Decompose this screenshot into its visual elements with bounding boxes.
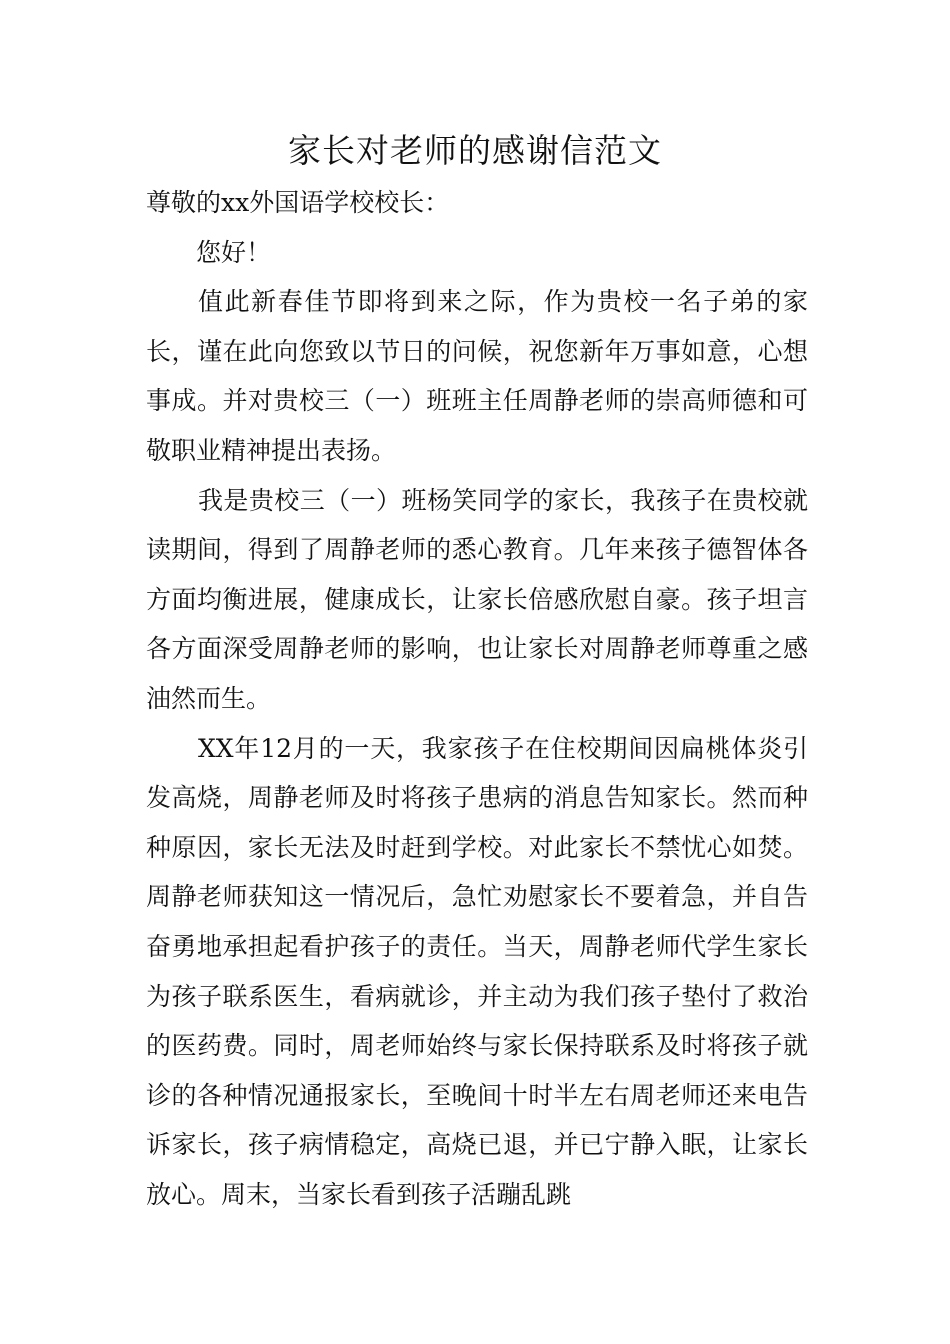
- letter-body: [146, 178, 808, 1219]
- paragraph-3: XX年12月的一天，我家孩子在住校期间因扁桃体炎引发高烧，周静老师及时将孩子患病的消息告知家长。然而种种原因，家长无法及时赶到学校。对此家长不禁忧心如焚。周静老师获知这一情况后，急忙劝慰家长不要着急，并自告奋勇地承担起看护孩子的责任。当天，周静老师代学生家长为孩子联系医生，看病就诊，并主动为我们孩子垫付了救治的医药费。同时，周老师始终与家长保持联系及时将孩子就诊的各种情况通报家长，至晚间十时半左右周老师还来电告诉家长，孩子病情稳定，高烧已退，并已宁静入眠，让家长放心。周末，当家长看到孩子活蹦乱跳: [146, 733, 808, 1209]
- letter-greeting: 您好！: [196, 237, 272, 267]
- document-title: 家长对老师的感谢信范文: [288, 131, 662, 170]
- paragraph-2: 我是贵校三（一）班杨笑同学的家长，我孩子在贵校就读期间，得到了周静老师的悉心教育。几年来孩子德智体各方面均衡进展，健康成长，让家长倍感欣慰自豪。孩子坦言各方面深受周静老师的影响，也让家长对周静老师尊重之感油然而生。: [146, 485, 808, 713]
- paragraph-1: 值此新春佳节即将到来之际，作为贵校一名子弟的家长，谨在此向您致以节日的问候，祝您新年万事如意，心想事成。并对贵校三（一）班班主任周静老师的崇高师德和可敬职业精神提出表扬。: [146, 287, 808, 465]
- letter-salutation: 尊敬的xx外国语学校校长：: [146, 188, 450, 217]
